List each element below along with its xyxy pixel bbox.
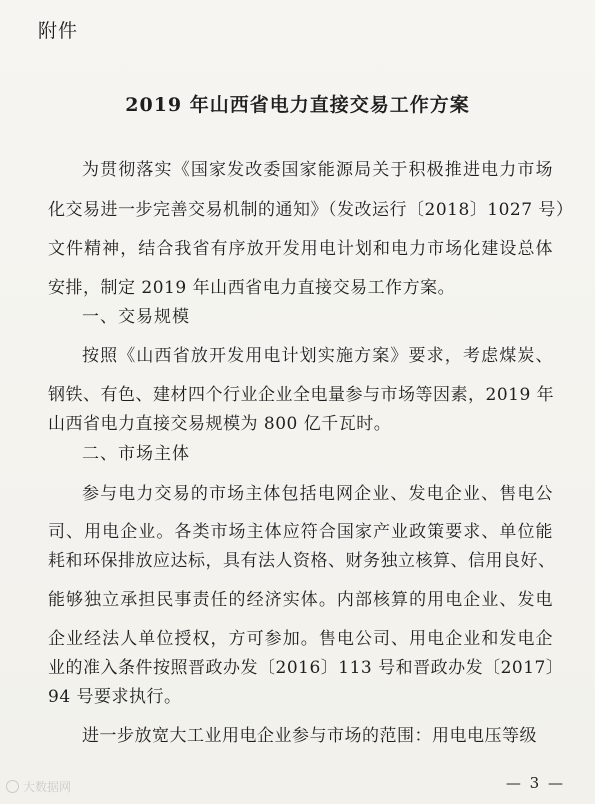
- watermark-logo-icon: [6, 780, 19, 793]
- section2-line-3: 耗和环保排放应达标，具有法人资格、财务独立核算、信用良好、: [48, 551, 556, 571]
- document-title: 2019 年山西省电力直接交易工作方案: [125, 94, 470, 116]
- section2-line-2: 司、用电企业。各类市场主体应符合国家产业政策要求、单位能: [48, 522, 553, 542]
- watermark: [6, 778, 71, 795]
- intro-line-4: 安排，制定 2019 年山西省电力直接交易工作方案。: [48, 278, 456, 298]
- section1-line-2: 钢铁、有色、建材四个行业企业全电量参与市场等因素，2019 年: [48, 385, 555, 405]
- section2-line-6: 业的准入条件按照晋政办发〔2016〕113 号和晋政办发〔2017〕: [48, 658, 564, 678]
- section1-line-3: 山西省电力直接交易规模为 800 亿千瓦时。: [48, 414, 392, 434]
- section1-heading: 一、交易规模: [82, 307, 190, 327]
- intro-line-2: 化交易进一步完善交易机制的通知》（发改运行〔2018〕1027 号）: [48, 200, 574, 220]
- section1-line-1: 按照《山西省放开发用电计划实施方案》要求，考虑煤炭、: [82, 346, 553, 366]
- watermark-text: 大数据网: [23, 780, 72, 794]
- section2-line-4: 能够独立承担民事责任的经济实体。内部核算的用电企业、发电: [48, 590, 553, 610]
- section2-line-7: 94 号要求执行。: [48, 687, 182, 707]
- page-number: — 3 —: [505, 774, 565, 792]
- intro-line-3: 文件精神，结合我省有序放开发用电计划和电力市场化建设总体: [48, 239, 553, 259]
- section2-continuation-line: 进一步放宽大工业用电企业参与市场的范围：用电电压等级: [82, 726, 537, 746]
- section2-line-1: 参与电力交易的市场主体包括电网企业、发电企业、售电公: [82, 484, 553, 504]
- section2-line-5: 企业经法人单位授权，方可参加。售电公司、用电企业和发电企: [48, 629, 553, 649]
- intro-line-1: 为贯彻落实《国家发改委国家能源局关于积极推进电力市场: [82, 160, 553, 180]
- attachment-label: 附件: [38, 20, 79, 42]
- section2-heading: 二、市场主体: [82, 444, 190, 464]
